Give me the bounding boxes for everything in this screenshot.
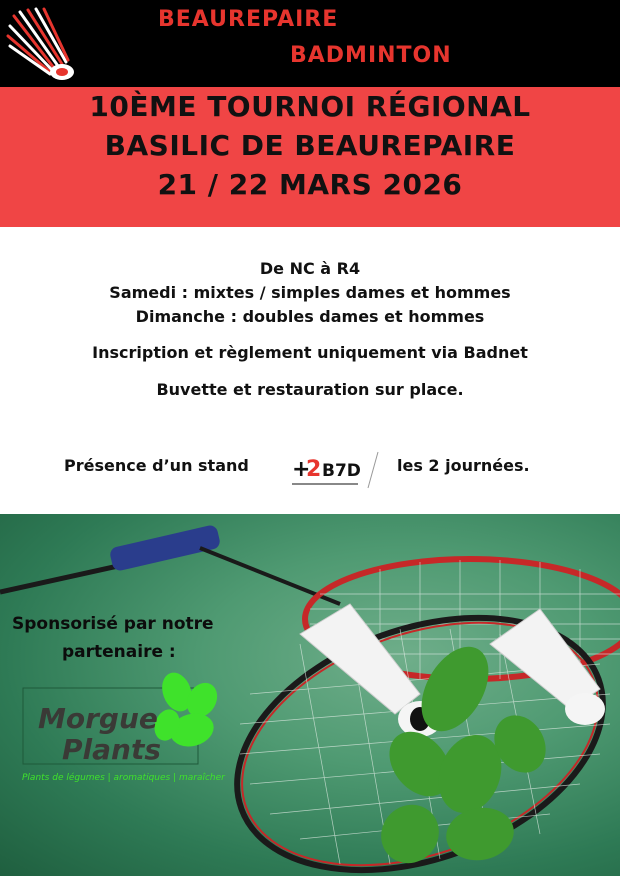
stand-text-before: Présence d’un stand bbox=[64, 456, 249, 475]
level-range: De NC à R4 bbox=[259, 259, 361, 278]
saturday-events: Samedi : mixtes / simples dames et hommes bbox=[109, 283, 511, 302]
club-name-line2: BADMINTON bbox=[290, 43, 452, 68]
shuttlecock-logo-icon bbox=[6, 6, 82, 82]
tournament-title: 10ÈME TOURNOI RÉGIONAL bbox=[89, 90, 531, 123]
club-name-line1: BEAUREPAIRE bbox=[158, 7, 339, 32]
brand-tagline: Plants de légumes | aromatiques | maraîcher bbox=[22, 773, 225, 783]
plus2bad-logo bbox=[288, 448, 384, 492]
stand-text-after: les 2 journées. bbox=[397, 456, 530, 475]
registration-info: Inscription et règlement uniquement via Badnet bbox=[92, 343, 528, 362]
tournament-date: 21 / 22 MARS 2026 bbox=[157, 168, 463, 201]
sponsor-text-line1: Sponsorisé par notre bbox=[12, 614, 214, 634]
logo-bad: B7D bbox=[322, 461, 361, 481]
leaf-icon bbox=[150, 670, 222, 751]
food-info: Buvette et restauration sur place. bbox=[156, 380, 464, 399]
logo-plus: + bbox=[292, 457, 311, 482]
sponsor-text-line2: partenaire : bbox=[62, 642, 176, 662]
brand-word1: Morgue bbox=[38, 702, 158, 735]
brand-word2: Plants bbox=[62, 733, 161, 766]
tournament-name: BASILIC DE BEAUREPAIRE bbox=[104, 129, 516, 162]
sunday-events: Dimanche : doubles dames et hommes bbox=[135, 307, 485, 326]
header-bar bbox=[0, 0, 620, 87]
logo-two: 2 bbox=[306, 457, 322, 482]
